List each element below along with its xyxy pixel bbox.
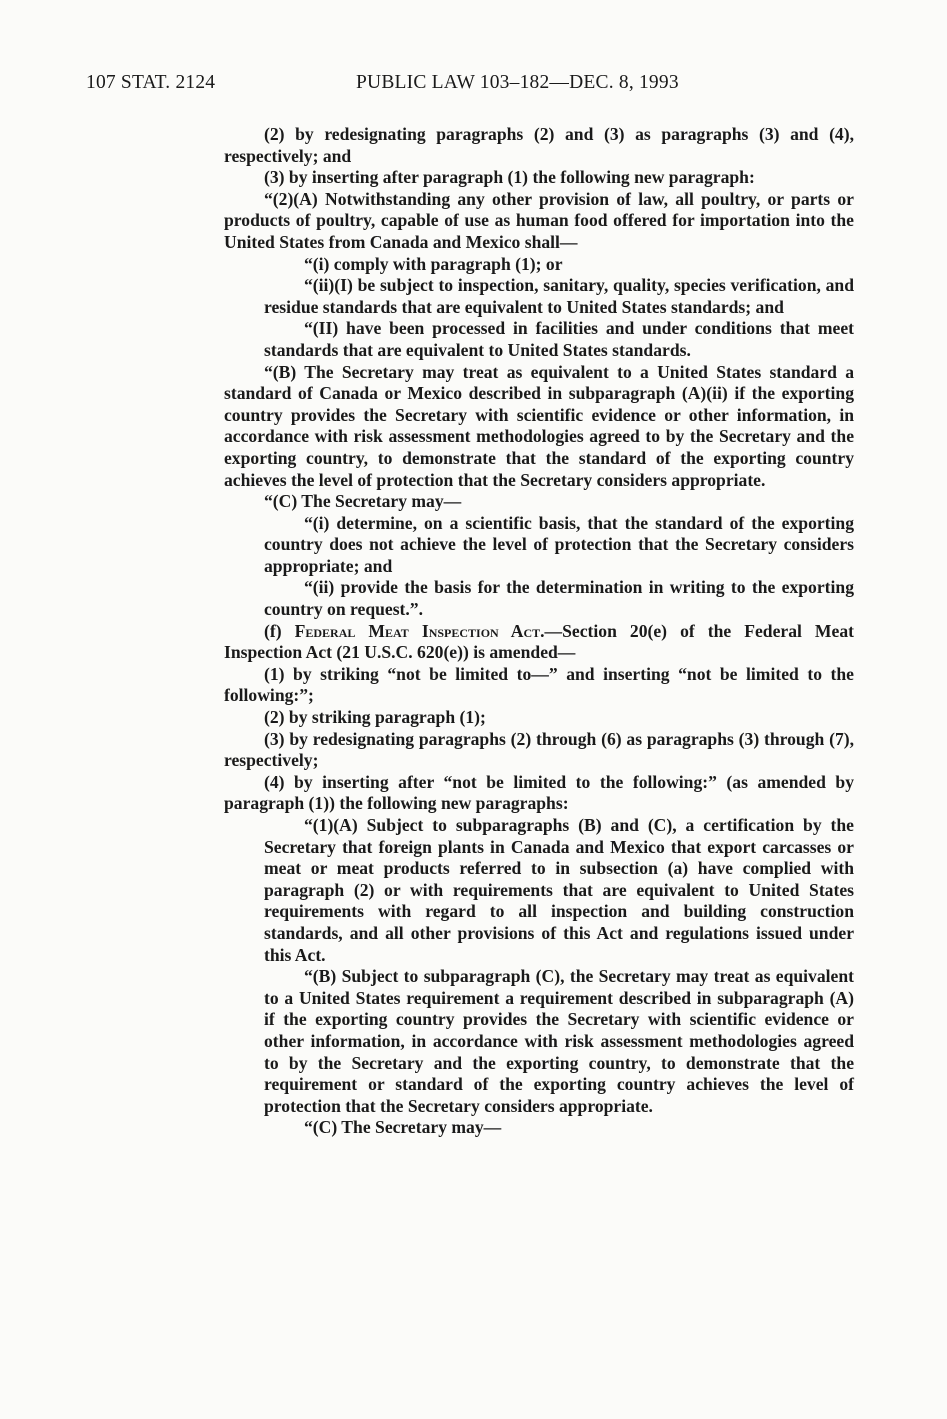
section-f-label: (f): [264, 620, 295, 641]
paragraph: “(i) comply with paragraph (1); or: [304, 253, 563, 274]
paragraph: (3) by redesignating paragraphs (2) through (6) as paragraphs (3) through (7), respectively;: [224, 728, 854, 771]
stat-citation: 107 STAT. 2124: [86, 72, 216, 93]
paragraph: “(ii) provide the basis for the determination in writing to the exporting country on request.”.: [264, 577, 854, 620]
paragraph: (4) by inserting after “not be limited to the following:” (as amended by paragraph (1)) the following new paragraphs:: [224, 771, 854, 814]
law-title: PUBLIC LAW 103–182—DEC. 8, 1993: [356, 72, 679, 93]
paragraph: “(i) determine, on a scientific basis, that the standard of the exporting country does not achieve the level of protection that the Secretary considers appropriate; and: [264, 512, 854, 576]
paragraph: (2) by redesignating paragraphs (2) and (3) as paragraphs (3) and (4), respectively; and: [224, 124, 854, 166]
section-f-text: .—Section 20(e) of the Federal Meat Inspection Act (21 U.S.C. 620(e)) is amended—: [224, 620, 855, 663]
section-f: [224, 621, 854, 664]
paragraph: “(B) Subject to subparagraph (C), the Secretary may treat as equivalent to a United States requirement a requirement described in subparagraph (A) if the exporting country provides the Secretary with scientific evidence or other information, in accordance with risk assessment methodologies agreed to by the Secretary and the exporting country, to demonstrate that the requirement or standard of the exporting country achieves the level of protection that the Secretary considers appropriate.: [264, 966, 854, 1116]
paragraph: “(II) have been processed in facilities and under conditions that meet standards that are equivalent to United States standards.: [264, 318, 854, 360]
section-f-heading: Federal Meat Inspection Act: [294, 620, 541, 641]
paragraph: (1) by striking “not be limited to—” and inserting “not be limited to the following:”;: [224, 663, 854, 706]
paragraph: “(C) The Secretary may—: [304, 1117, 502, 1138]
paragraph: (2) by striking paragraph (1);: [264, 707, 486, 728]
page-header: [86, 72, 846, 100]
paragraph: (3) by inserting after paragraph (1) the following new paragraph:: [264, 167, 755, 188]
paragraph: “(1)(A) Subject to subparagraphs (B) and (C), a certification by the Secretary that foreign plants in Canada and Mexico that export carcasses or meat or meat products referred to in subsection (a) have complied with paragraph (2) or with requirements that are equivalent to United States requirements with regard to all inspection and building construction standards, and all other provisions of this Act and regulations issued under this Act.: [264, 815, 854, 965]
paragraph: “(ii)(I) be subject to inspection, sanitary, quality, species verification, and residue standards that are equivalent to United States standards; and: [264, 275, 854, 317]
statute-body: [224, 124, 854, 1139]
paragraph: “(B) The Secretary may treat as equivalent to a United States standard a standard of Canada or Mexico described in subparagraph (A)(ii) if the exporting country provides the Secretary with scientific evidence or other information, in accordance with risk assessment methodologies agreed to by the Secretary and the exporting country, to demonstrate that the standard of the exporting country achieves the level of protection that the Secretary considers appropriate.: [224, 361, 854, 490]
paragraph: “(2)(A) Notwithstanding any other provision of law, all poultry, or parts or products of poultry, capable of use as human food offered for importation into the United States from Canada and Mexico shall—: [224, 188, 854, 252]
paragraph: “(C) The Secretary may—: [264, 491, 462, 512]
